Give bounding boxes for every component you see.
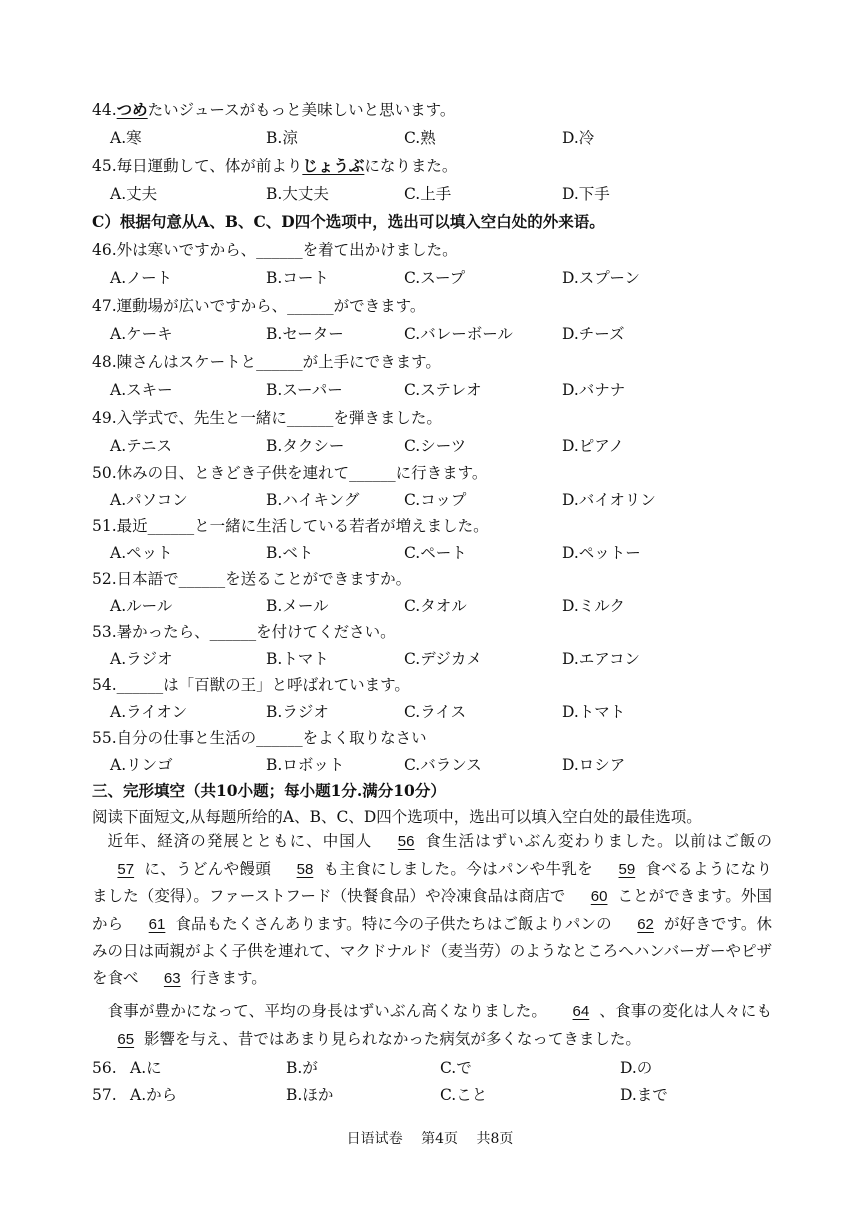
option-c: C.デジカメ — [404, 650, 482, 668]
option-a: A.リンゴ — [110, 756, 173, 774]
footer-title: 日语试卷 — [346, 1131, 403, 1147]
option-b: B.セーター — [266, 325, 344, 343]
option-c: C.ステレオ — [404, 381, 482, 399]
option-a: A.テニス — [110, 437, 173, 455]
option-d: D.チーズ — [562, 325, 625, 343]
option-d: D.冷 — [562, 129, 595, 147]
option-b: B.トマト — [266, 650, 329, 668]
passage-text: に、うどんや饅頭 — [144, 859, 272, 878]
option-d: D.ロシア — [562, 756, 626, 774]
section-3-instructions: 阅读下面短文,从每题所给的A、B、C、D四个选项中，选出可以填入空白处的最佳选项。 — [92, 808, 702, 826]
passage-text: が好きです。休みの日は両親がよく子供を連れて、マクドナルド（麦当劳）のようなところへハンバーガーやピザを食べ — [92, 914, 772, 987]
option-a: A.ケーキ — [110, 325, 173, 343]
options-51 — [110, 542, 830, 564]
option-d: D.スプーン — [562, 269, 641, 287]
option-a: A.寒 — [110, 129, 142, 147]
option-d: D.ペットー — [562, 544, 641, 562]
option-a: A.ルール — [110, 597, 173, 615]
passage-text: 近年、経済の発展とともに、中国人 — [107, 832, 373, 850]
question-45 — [92, 155, 457, 177]
blank-61: 61 — [148, 915, 166, 933]
option-c: C.バレーボール — [404, 325, 513, 343]
option-d: D.まで — [620, 1086, 668, 1104]
options-45 — [110, 183, 830, 205]
passage-paragraph-2 — [92, 998, 772, 1053]
option-d: D.ミルク — [562, 597, 625, 615]
answer-options-57 — [92, 1084, 792, 1106]
option-a: A.ノート — [110, 269, 173, 287]
question-51: 51.最近______と一緒に生活している若者が増えました。 — [92, 517, 489, 535]
answer-options-56 — [92, 1057, 792, 1079]
option-a: A.ライオン — [110, 703, 188, 721]
passage-text: 食品もたくさんあります。特に今の子供たちはご飯よりパンの — [175, 914, 612, 933]
option-b: B.ハイキング — [266, 491, 360, 509]
option-b: B.コート — [266, 269, 329, 287]
options-44 — [110, 127, 830, 149]
option-d: D.下手 — [562, 185, 610, 203]
question-46: 46.外は寒いですから、______を着て出かけました。 — [92, 241, 458, 259]
question-number: 44. — [92, 101, 117, 119]
options-53 — [110, 648, 830, 670]
options-55 — [110, 754, 830, 776]
option-c: C.タオル — [404, 597, 467, 615]
question-text: たいジュースがもっと美味しいと思います。 — [147, 101, 456, 119]
footer-total-pages: 共8页 — [476, 1131, 514, 1147]
passage-text: 行きます。 — [190, 968, 267, 987]
option-d: D.ピアノ — [562, 437, 625, 455]
option-b: B.が — [286, 1059, 318, 1077]
blank-60: 60 — [590, 888, 608, 905]
option-a: A.に — [130, 1059, 162, 1077]
option-c: C.ペート — [404, 544, 467, 562]
option-a: A.丈夫 — [110, 185, 158, 203]
option-b: B.ほか — [286, 1086, 334, 1104]
question-number: 57. — [92, 1086, 117, 1104]
question-number: 56. — [92, 1059, 117, 1077]
question-48: 48.陳さんはスケートと______が上手にできます。 — [92, 353, 441, 371]
option-b: B.大丈夫 — [266, 185, 329, 203]
option-d: D.の — [620, 1059, 653, 1077]
blank-63: 63 — [163, 969, 181, 987]
question-49: 49.入学式で、先生と一緒に______を弾きました。 — [92, 409, 442, 427]
passage-text: ことができます。外国から — [92, 887, 772, 933]
footer-page-number: 第4页 — [421, 1131, 458, 1147]
section-3-heading: 三、完形填空（共10小题；每小题1分.满分10分） — [92, 781, 446, 800]
question-53: 53.暑かったら、______を付けてください。 — [92, 623, 396, 641]
options-52 — [110, 595, 830, 617]
option-d: D.バナナ — [562, 381, 626, 399]
question-55: 55.自分の仕事と生活の______をよく取りなさい — [92, 729, 427, 747]
passage-text: も主食にしました。今はパンや牛乳を — [323, 859, 594, 878]
option-b: B.タクシー — [266, 437, 345, 455]
question-44 — [92, 99, 455, 121]
question-text-end: になりまた。 — [364, 157, 458, 175]
options-48 — [110, 379, 830, 401]
option-c: C.熟 — [404, 129, 436, 147]
option-a: A.から — [130, 1086, 178, 1104]
blank-58: 58 — [296, 860, 314, 878]
passage-text: 影響を与え、昔ではあまり見られなかった病気が多くなってきました。 — [144, 1029, 641, 1048]
blank-62: 62 — [637, 915, 654, 933]
passage-text: 食生活はずいぶん変わりました。以前はご飯の — [424, 832, 772, 850]
option-a: A.スキー — [110, 381, 173, 399]
question-54: 54.______は「百獣の王」と呼ばれています。 — [92, 676, 410, 694]
option-d: D.バイオリン — [562, 491, 656, 509]
passage-paragraph-1 — [92, 828, 772, 992]
option-c: C.ライス — [404, 703, 467, 721]
option-a: A.パソコン — [110, 491, 188, 509]
option-b: B.メール — [266, 597, 329, 615]
section-c-heading: C）根据句意从A、B、C、D四个选项中，选出可以填入空白处的外来语。 — [92, 212, 605, 231]
option-d: D.トマト — [562, 703, 626, 721]
page-footer — [0, 1128, 860, 1148]
blank-65: 65 — [117, 1030, 135, 1048]
question-text: 45.毎日運動して、体が前より — [92, 157, 303, 175]
options-46 — [110, 267, 830, 289]
passage-text: 、食事の変化は人々にも — [599, 1002, 772, 1020]
options-50 — [110, 489, 830, 511]
option-b: B.涼 — [266, 129, 298, 147]
blank-56: 56 — [397, 833, 415, 850]
option-c: C.で — [440, 1059, 472, 1077]
passage-text: 食べるようになりました（変得）。ファーストフード（快餐食品）や冷凍食品は商店で — [92, 859, 772, 905]
option-b: B.ベト — [266, 544, 314, 562]
question-50: 50.休みの日、ときどき子供を連れて______に行きます。 — [92, 464, 488, 482]
blank-57: 57 — [117, 860, 135, 878]
option-d: D.エアコン — [562, 650, 641, 668]
option-a: A.ペット — [110, 544, 173, 562]
options-54 — [110, 701, 830, 723]
option-b: B.ロボット — [266, 756, 345, 774]
passage-text: 食事が豊かになって、平均の身長はずいぶん高くなりました。 — [107, 1002, 548, 1020]
option-c: C.コップ — [404, 491, 467, 509]
option-c: C.こと — [440, 1086, 488, 1104]
options-49 — [110, 435, 830, 457]
question-47: 47.運動場が広いですから、______ができます。 — [92, 297, 426, 315]
option-c: C.シーツ — [404, 437, 467, 455]
question-52: 52.日本語で______を送ることができますか。 — [92, 570, 412, 588]
option-b: B.スーパー — [266, 381, 343, 399]
options-47 — [110, 323, 830, 345]
option-a: A.ラジオ — [110, 650, 173, 668]
option-b: B.ラジオ — [266, 703, 329, 721]
blank-59: 59 — [618, 860, 636, 878]
option-c: C.バランス — [404, 756, 482, 774]
option-c: C.スープ — [404, 269, 466, 287]
underlined-word: じょうぶ — [302, 156, 365, 175]
option-c: C.上手 — [404, 185, 452, 203]
blank-64: 64 — [572, 1003, 590, 1020]
underlined-word: つめ — [116, 100, 148, 119]
